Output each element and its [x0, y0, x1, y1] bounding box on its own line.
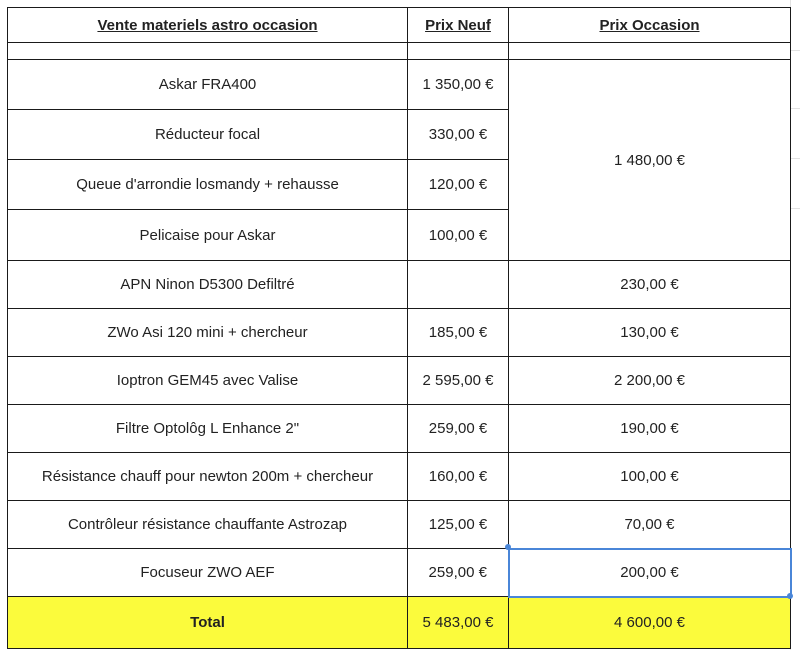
empty-cell[interactable] — [509, 43, 791, 60]
selection-corner-handle[interactable] — [505, 544, 511, 550]
new-price-cell[interactable]: 259,00 € — [408, 405, 509, 453]
item-name-cell[interactable]: Résistance chauff pour newton 200m + chercheur — [8, 453, 408, 501]
used-price-cell[interactable]: 190,00 € — [509, 405, 791, 453]
price-table — [7, 7, 792, 649]
total-row — [8, 597, 791, 649]
total-label-cell[interactable]: Total — [8, 597, 408, 649]
item-name-cell[interactable]: Ioptron GEM45 avec Valise — [8, 357, 408, 405]
grid-line — [790, 108, 800, 109]
header-new-price-cell[interactable]: Prix Neuf — [408, 8, 509, 43]
table-row — [8, 309, 791, 357]
grid-line — [790, 208, 800, 209]
table-row — [8, 549, 791, 597]
new-price-cell[interactable]: 2 595,00 € — [408, 357, 509, 405]
total-used-price-cell[interactable]: 4 600,00 € — [509, 597, 791, 649]
empty-row — [8, 43, 791, 60]
grid-line — [790, 158, 800, 159]
new-price-cell[interactable]: 125,00 € — [408, 501, 509, 549]
empty-cell[interactable] — [8, 43, 408, 60]
header-item-cell[interactable]: Vente materiels astro occasion — [8, 8, 408, 43]
new-price-cell[interactable]: 185,00 € — [408, 309, 509, 357]
used-price-cell[interactable]: 130,00 € — [509, 309, 791, 357]
empty-cell[interactable] — [408, 43, 509, 60]
used-price-cell[interactable]: 230,00 € — [509, 261, 791, 309]
table-row — [8, 453, 791, 501]
new-price-cell[interactable]: 160,00 € — [408, 453, 509, 501]
item-name-cell[interactable]: Askar FRA400 — [8, 60, 408, 110]
item-name-cell[interactable]: Contrôleur résistance chauffante Astrozap — [8, 501, 408, 549]
new-price-cell[interactable]: 330,00 € — [408, 110, 509, 160]
item-name-cell[interactable]: APN Ninon D5300 Defiltré — [8, 261, 408, 309]
merged-used-price-cell[interactable]: 1 480,00 € — [509, 60, 791, 261]
header-used-price-cell[interactable]: Prix Occasion — [509, 8, 791, 43]
used-price-cell[interactable]: 70,00 € — [509, 501, 791, 549]
new-price-cell[interactable]: 100,00 € — [408, 210, 509, 261]
selected-used-price-cell[interactable]: 200,00 € — [509, 549, 791, 597]
item-name-cell[interactable]: Focuseur ZWO AEF — [8, 549, 408, 597]
new-price-cell[interactable] — [408, 261, 509, 309]
table-row — [8, 405, 791, 453]
item-name-cell[interactable]: Queue d'arrondie losmandy + rehausse — [8, 160, 408, 210]
new-price-cell[interactable]: 1 350,00 € — [408, 60, 509, 110]
selection-fill-handle[interactable] — [787, 593, 793, 599]
header-row — [8, 8, 791, 43]
new-price-cell[interactable]: 120,00 € — [408, 160, 509, 210]
used-price-cell[interactable]: 100,00 € — [509, 453, 791, 501]
item-name-cell[interactable]: Réducteur focal — [8, 110, 408, 160]
new-price-cell[interactable]: 259,00 € — [408, 549, 509, 597]
item-name-cell[interactable]: ZWo Asi 120 mini + chercheur — [8, 309, 408, 357]
table-row — [8, 261, 791, 309]
total-new-price-cell[interactable]: 5 483,00 € — [408, 597, 509, 649]
table-row — [8, 60, 791, 110]
item-name-cell[interactable]: Filtre Optolôg L Enhance 2" — [8, 405, 408, 453]
item-name-cell[interactable]: Pelicaise pour Askar — [8, 210, 408, 261]
used-price-cell[interactable]: 2 200,00 € — [509, 357, 791, 405]
table-row — [8, 501, 791, 549]
grid-line — [790, 50, 800, 51]
table-row — [8, 357, 791, 405]
